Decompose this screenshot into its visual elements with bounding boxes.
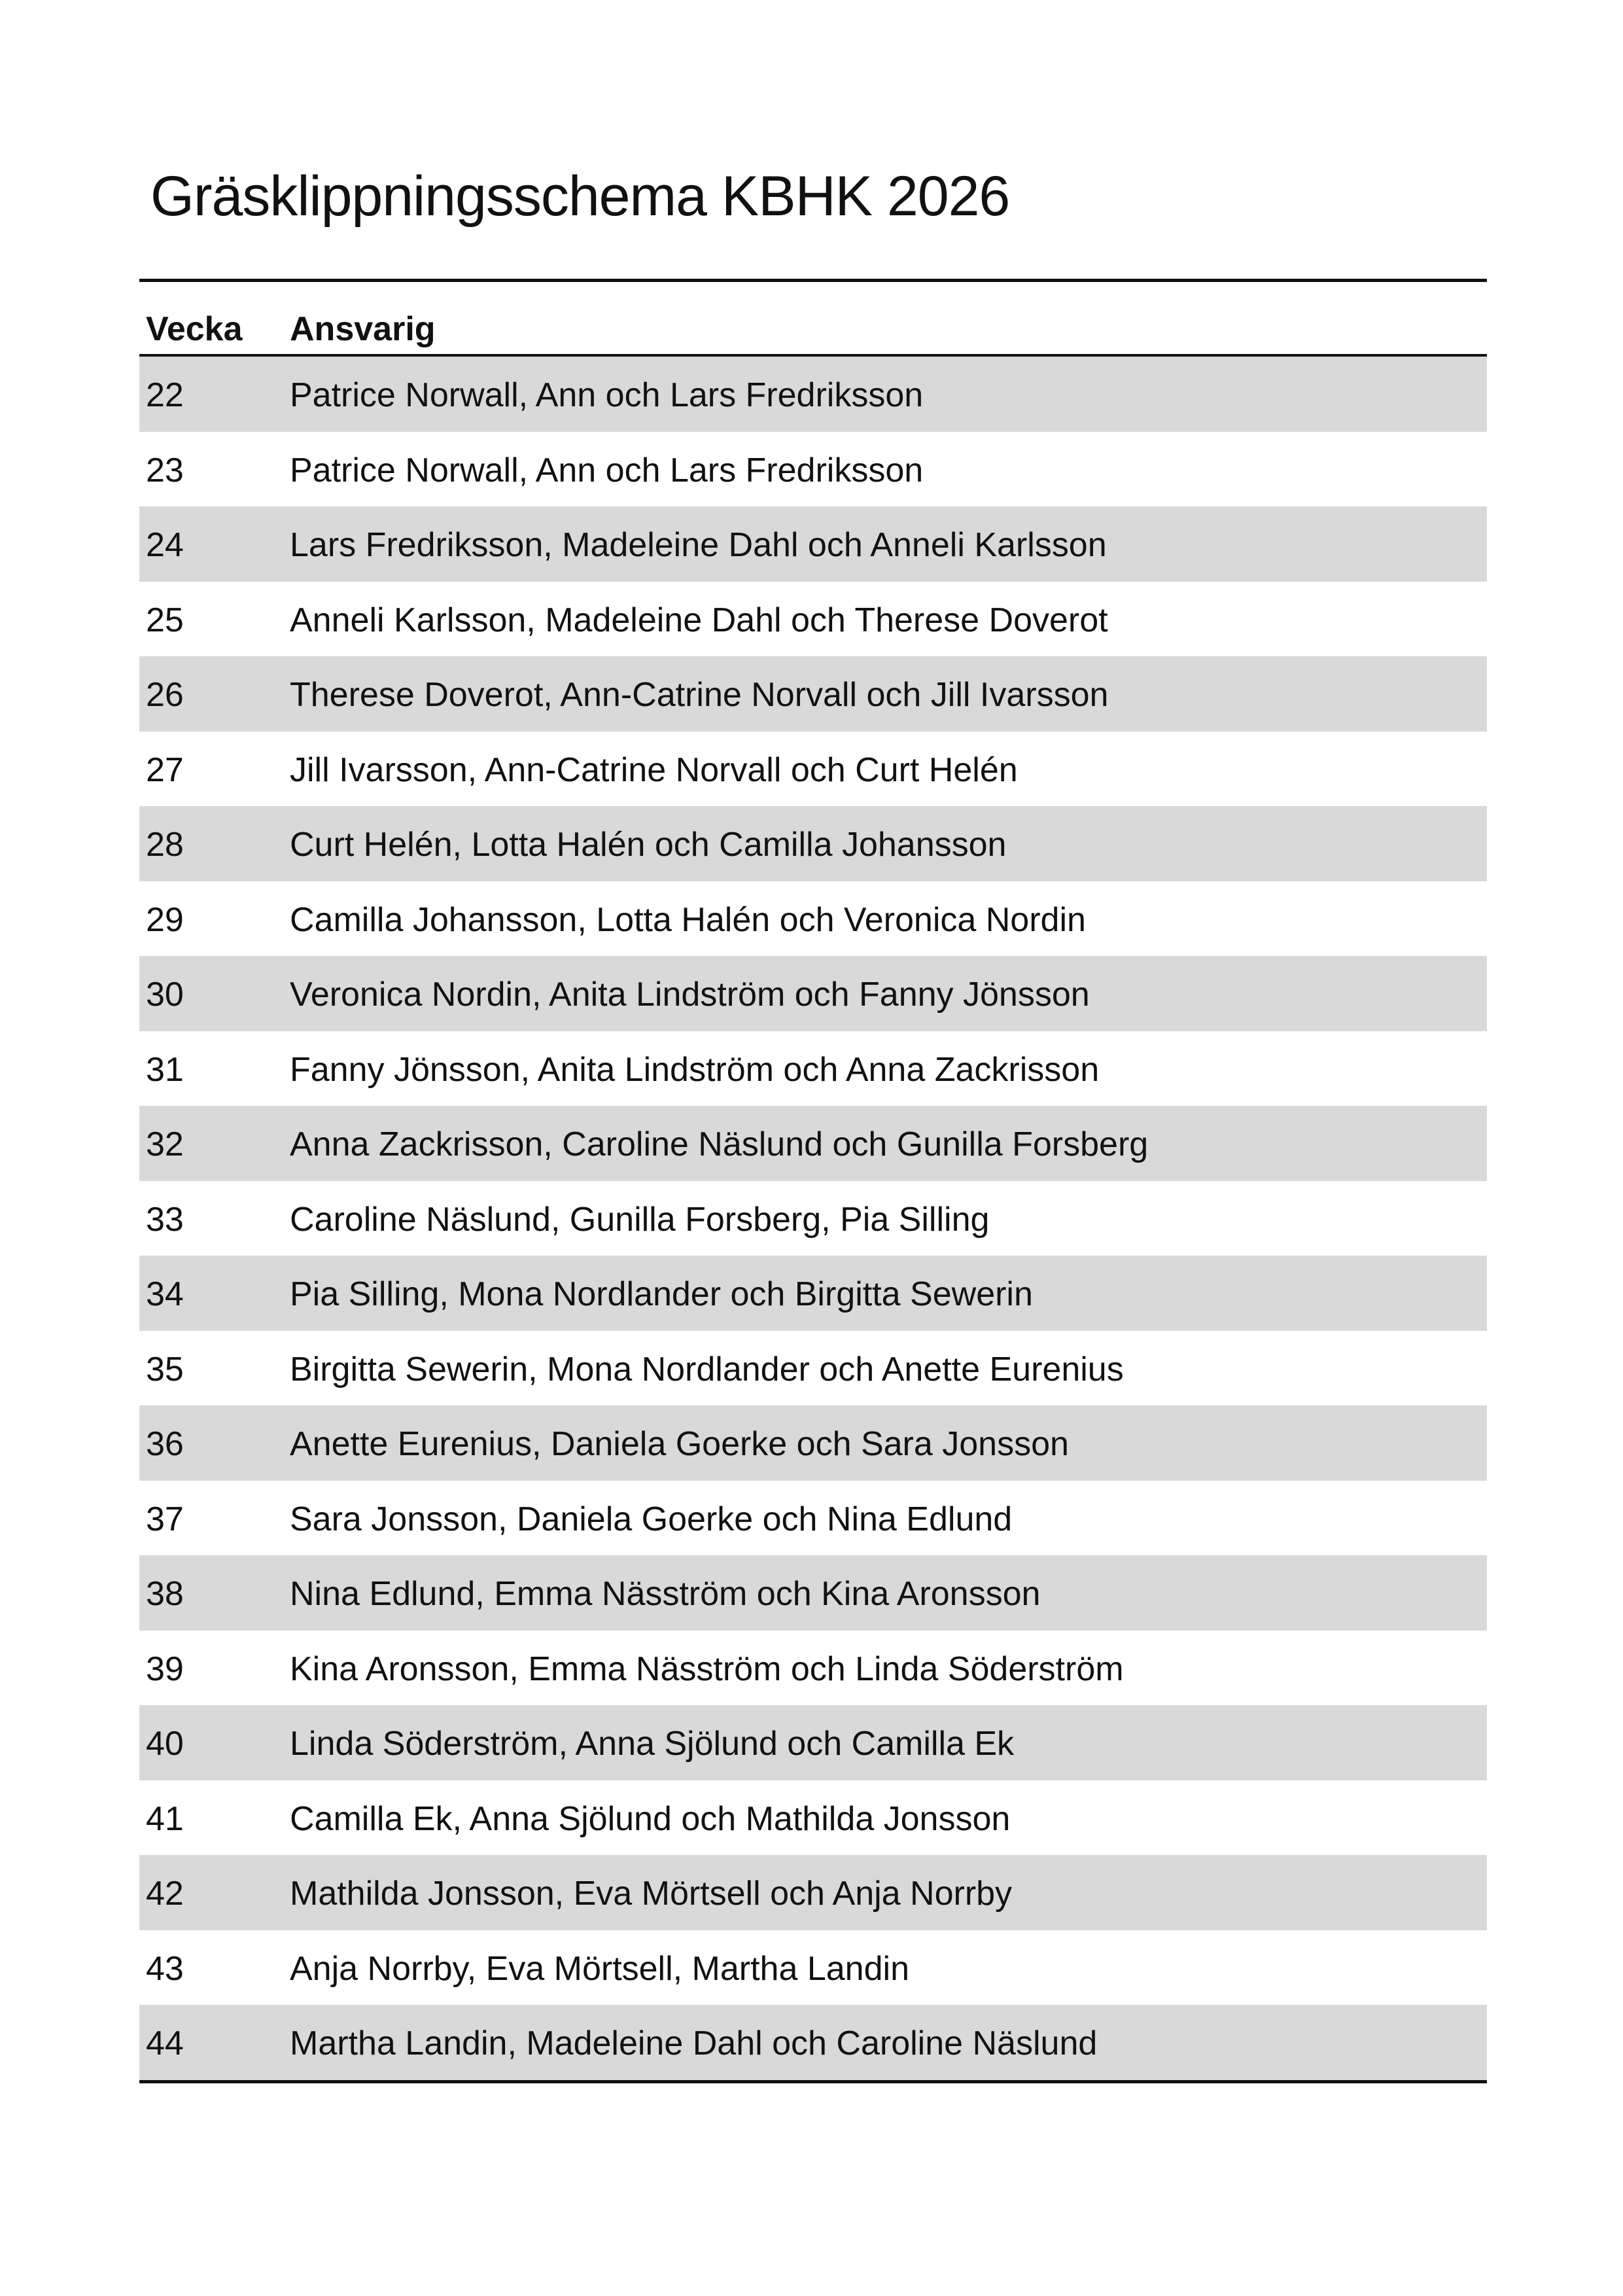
week-number: 34 — [146, 1275, 184, 1314]
responsible-names: Anneli Karlsson, Madeleine Dahl och Therese Doverot — [290, 601, 1108, 639]
responsible-names: Martha Landin, Madeleine Dahl och Caroline Näslund — [290, 2024, 1098, 2063]
responsible-names: Mathilda Jonsson, Eva Mörtsell och Anja Norrby — [290, 1875, 1013, 1913]
week-number: 32 — [146, 1125, 184, 1164]
table-row — [139, 582, 1487, 657]
week-number: 40 — [146, 1725, 184, 1763]
table-body — [139, 357, 1487, 2080]
table-row — [139, 506, 1487, 582]
responsible-names: Sara Jonsson, Daniela Goerke och Nina Edlund — [290, 1500, 1013, 1538]
table-row — [139, 806, 1487, 881]
header-week: Vecka — [146, 310, 243, 348]
week-number: 41 — [146, 1799, 184, 1838]
header-responsible: Ansvarig — [290, 310, 436, 348]
table-row — [139, 1256, 1487, 1331]
table-bottom-rule — [139, 2080, 1487, 2083]
week-number: 25 — [146, 601, 184, 639]
responsible-names: Caroline Näslund, Gunilla Forsberg, Pia Silling — [290, 1200, 990, 1239]
week-number: 35 — [146, 1350, 184, 1388]
table-row — [139, 1331, 1487, 1406]
responsible-names: Nina Edlund, Emma Näsström och Kina Aronsson — [290, 1575, 1041, 1614]
table-row — [139, 357, 1487, 432]
week-number: 31 — [146, 1050, 184, 1089]
week-number: 24 — [146, 526, 184, 565]
week-number: 28 — [146, 826, 184, 864]
week-number: 37 — [146, 1500, 184, 1538]
table-row — [139, 1181, 1487, 1256]
week-number: 43 — [146, 1949, 184, 1988]
table-row — [139, 432, 1487, 507]
responsible-names: Fanny Jönsson, Anita Lindström och Anna Zackrisson — [290, 1050, 1100, 1089]
responsible-names: Pia Silling, Mona Nordlander och Birgitta Sewerin — [290, 1275, 1033, 1314]
responsible-names: Camilla Johansson, Lotta Halén och Veronica Nordin — [290, 900, 1086, 939]
table-row — [139, 1481, 1487, 1556]
table-row — [139, 1780, 1487, 1856]
table-row — [139, 1631, 1487, 1706]
week-number: 36 — [146, 1425, 184, 1464]
table-row — [139, 1855, 1487, 1930]
responsible-names: Linda Söderström, Anna Sjölund och Camilla Ek — [290, 1725, 1015, 1763]
responsible-names: Anja Norrby, Eva Mörtsell, Martha Landin — [290, 1949, 909, 1988]
responsible-names: Camilla Ek, Anna Sjölund och Mathilda Jonsson — [290, 1799, 1011, 1838]
week-number: 33 — [146, 1200, 184, 1239]
table-row — [139, 1555, 1487, 1631]
responsible-names: Jill Ivarsson, Ann-Catrine Norvall och Curt Helén — [290, 751, 1018, 789]
table-row — [139, 1031, 1487, 1106]
responsible-names: Kina Aronsson, Emma Näsström och Linda Söderström — [290, 1650, 1124, 1688]
table-header — [139, 282, 1487, 357]
table-row — [139, 1705, 1487, 1780]
week-number: 44 — [146, 2024, 184, 2063]
table-row — [139, 956, 1487, 1031]
responsible-names: Curt Helén, Lotta Halén och Camilla Johansson — [290, 826, 1007, 864]
table-row — [139, 732, 1487, 807]
week-number: 30 — [146, 976, 184, 1014]
page-title: Gräsklippningsschema KBHK 2026 — [150, 165, 1010, 228]
week-number: 39 — [146, 1650, 184, 1688]
week-number: 29 — [146, 900, 184, 939]
table-row — [139, 656, 1487, 732]
responsible-names: Veronica Nordin, Anita Lindström och Fanny Jönsson — [290, 976, 1090, 1014]
responsible-names: Patrice Norwall, Ann och Lars Fredriksson — [290, 451, 924, 489]
schedule-table — [139, 279, 1487, 2083]
week-number: 27 — [146, 751, 184, 789]
table-row — [139, 1930, 1487, 2005]
week-number: 42 — [146, 1875, 184, 1913]
table-row — [139, 881, 1487, 957]
table-row — [139, 2005, 1487, 2080]
week-number: 22 — [146, 376, 184, 415]
week-number: 38 — [146, 1575, 184, 1614]
responsible-names: Lars Fredriksson, Madeleine Dahl och Anneli Karlsson — [290, 526, 1107, 565]
table-row — [139, 1106, 1487, 1181]
responsible-names: Anette Eurenius, Daniela Goerke och Sara Jonsson — [290, 1425, 1069, 1464]
responsible-names: Therese Doverot, Ann-Catrine Norvall och Jill Ivarsson — [290, 676, 1109, 715]
week-number: 26 — [146, 676, 184, 715]
responsible-names: Patrice Norwall, Ann och Lars Fredriksson — [290, 376, 924, 415]
table-row — [139, 1405, 1487, 1481]
week-number: 23 — [146, 451, 184, 489]
responsible-names: Birgitta Sewerin, Mona Nordlander och Anette Eurenius — [290, 1350, 1124, 1388]
responsible-names: Anna Zackrisson, Caroline Näslund och Gunilla Forsberg — [290, 1125, 1149, 1164]
